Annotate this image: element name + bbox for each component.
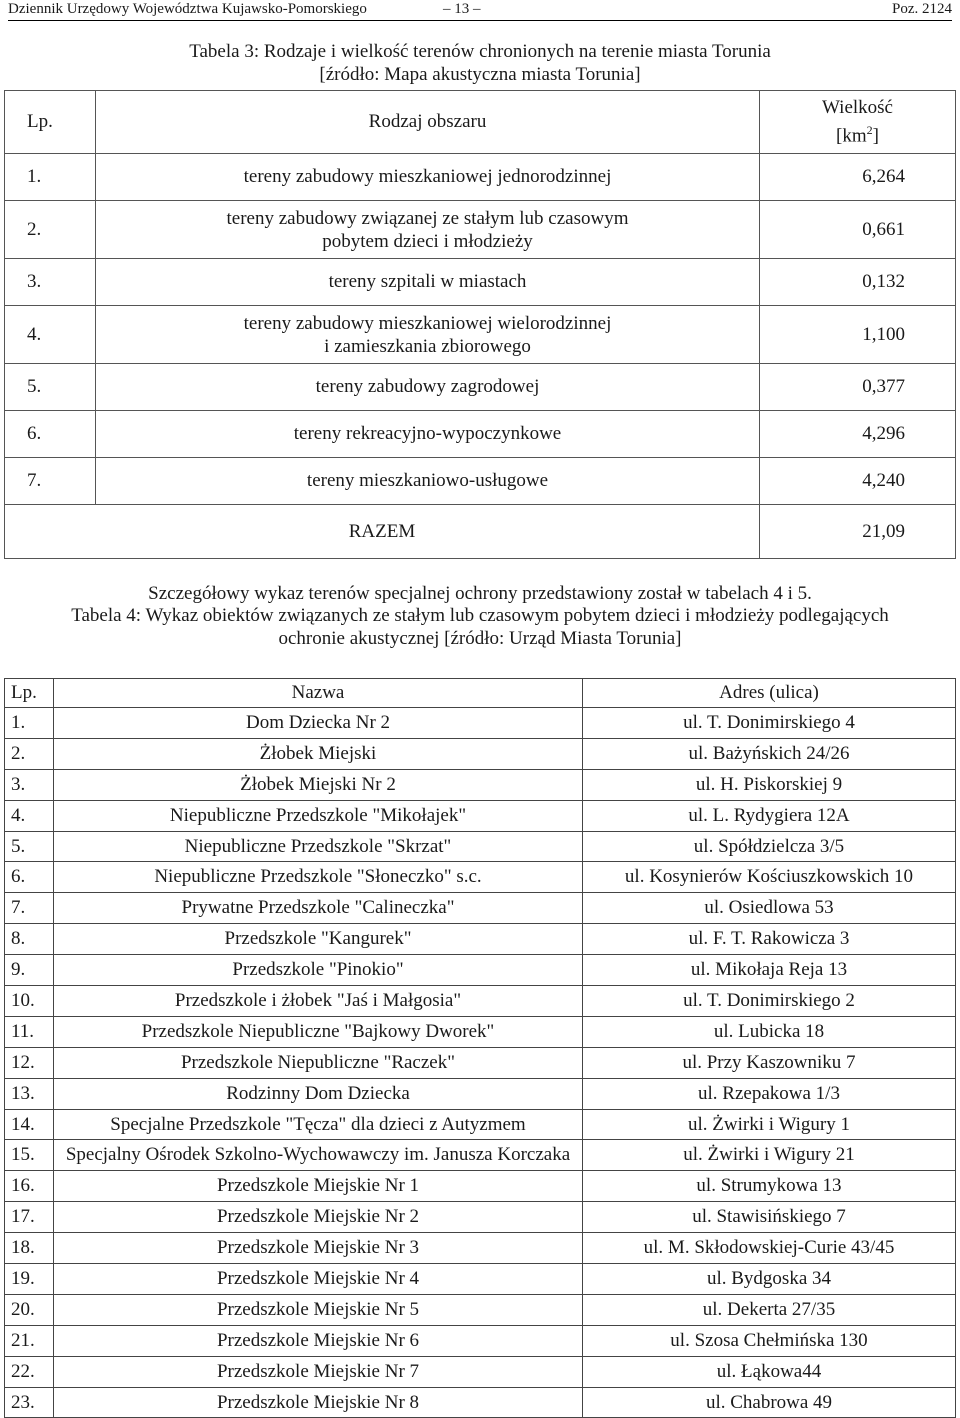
row-address: ul. Lubicka 18 bbox=[583, 1016, 956, 1047]
row-lp: 19. bbox=[5, 1264, 54, 1295]
total-label: RAZEM bbox=[5, 505, 760, 559]
row-size: 0,377 bbox=[760, 364, 956, 411]
table-row bbox=[5, 306, 956, 364]
table3-header-name: Rodzaj obszaru bbox=[96, 91, 760, 154]
table-row bbox=[5, 831, 956, 862]
table4 bbox=[4, 678, 956, 1418]
table-row bbox=[5, 1356, 956, 1387]
table-row bbox=[5, 862, 956, 893]
row-size: 6,264 bbox=[760, 154, 956, 201]
row-name: Przedszkole Miejskie Nr 7 bbox=[54, 1356, 583, 1387]
row-name: Przedszkole "Pinokio" bbox=[54, 955, 583, 986]
table4-body bbox=[5, 708, 956, 1418]
row-address: ul. Chabrowa 49 bbox=[583, 1387, 956, 1418]
row-lp: 2. bbox=[5, 738, 54, 769]
row-address: ul. Żwirki i Wigury 1 bbox=[583, 1109, 956, 1140]
row-name: Przedszkole Niepubliczne "Bajkowy Dworek" bbox=[54, 1016, 583, 1047]
row-lp: 8. bbox=[5, 924, 54, 955]
row-size: 4,240 bbox=[760, 458, 956, 505]
row-lp: 4. bbox=[5, 306, 96, 364]
row-lp: 15. bbox=[5, 1140, 54, 1171]
row-name: Przedszkole Miejskie Nr 4 bbox=[54, 1264, 583, 1295]
row-size: 0,661 bbox=[760, 201, 956, 259]
table4-header-lp: Lp. bbox=[5, 679, 54, 708]
table-row bbox=[5, 1264, 956, 1295]
row-lp: 7. bbox=[5, 458, 96, 505]
row-lp: 2. bbox=[5, 201, 96, 259]
row-address: ul. M. Skłodowskiej-Curie 43/45 bbox=[583, 1233, 956, 1264]
row-address: ul. Żwirki i Wigury 21 bbox=[583, 1140, 956, 1171]
row-lp: 1. bbox=[5, 708, 54, 739]
row-name: tereny zabudowy związanej ze stałym lub czasowym pobytem dzieci i młodzieży bbox=[96, 201, 760, 259]
row-address: ul. Bażyńskich 24/26 bbox=[583, 738, 956, 769]
row-name: Prywatne Przedszkole "Calineczka" bbox=[54, 893, 583, 924]
table-row bbox=[5, 154, 956, 201]
row-size: 0,132 bbox=[760, 259, 956, 306]
row-lp: 20. bbox=[5, 1294, 54, 1325]
row-address: ul. Rzepakowa 1/3 bbox=[583, 1078, 956, 1109]
row-name: Specjalne Przedszkole "Tęcza" dla dzieci z Autyzmem bbox=[54, 1109, 583, 1140]
row-name: tereny zabudowy zagrodowej bbox=[96, 364, 760, 411]
row-lp: 4. bbox=[5, 800, 54, 831]
table-row bbox=[5, 259, 956, 306]
table-row bbox=[5, 955, 956, 986]
row-lp: 23. bbox=[5, 1387, 54, 1418]
row-name: Przedszkole Miejskie Nr 2 bbox=[54, 1202, 583, 1233]
row-lp: 6. bbox=[5, 862, 54, 893]
row-address: ul. Spółdzielcza 3/5 bbox=[583, 831, 956, 862]
row-name: tereny szpitali w miastach bbox=[96, 259, 760, 306]
row-name: Przedszkole Miejskie Nr 3 bbox=[54, 1233, 583, 1264]
table-row bbox=[5, 1325, 956, 1356]
row-address: ul. H. Piskorskiej 9 bbox=[583, 769, 956, 800]
row-lp: 1. bbox=[5, 154, 96, 201]
table-row bbox=[5, 1140, 956, 1171]
row-name: Niepubliczne Przedszkole "Mikołajek" bbox=[54, 800, 583, 831]
table-row bbox=[5, 738, 956, 769]
row-name: Przedszkole i żłobek "Jaś i Małgosia" bbox=[54, 986, 583, 1017]
table3-total-row bbox=[5, 505, 956, 559]
table-row bbox=[5, 924, 956, 955]
row-lp: 6. bbox=[5, 411, 96, 458]
table3 bbox=[4, 90, 956, 559]
row-address: ul. Przy Kaszowniku 7 bbox=[583, 1047, 956, 1078]
row-lp: 13. bbox=[5, 1078, 54, 1109]
row-name: Niepubliczne Przedszkole "Skrzat" bbox=[54, 831, 583, 862]
row-address: ul. T. Donimirskiego 4 bbox=[583, 708, 956, 739]
row-lp: 16. bbox=[5, 1171, 54, 1202]
table-row bbox=[5, 708, 956, 739]
row-lp: 12. bbox=[5, 1047, 54, 1078]
journal-title: Dziennik Urzędowy Województwa Kujawsko-Pomorskiego bbox=[8, 1, 367, 17]
row-lp: 3. bbox=[5, 259, 96, 306]
details-note: Szczegółowy wykaz terenów specjalnej ochrony przedstawiony został w tabelach 4 i 5. bbox=[148, 583, 812, 604]
row-lp: 7. bbox=[5, 893, 54, 924]
row-name: Żłobek Miejski bbox=[54, 738, 583, 769]
table3-header-lp: Lp. bbox=[5, 91, 96, 154]
table4-caption-line2: ochronie akustycznej [źródło: Urząd Miasta Torunia] bbox=[278, 628, 682, 649]
table4-header-name: Nazwa bbox=[54, 679, 583, 708]
table3-caption bbox=[0, 40, 960, 86]
row-lp: 18. bbox=[5, 1233, 54, 1264]
table-row bbox=[5, 201, 956, 259]
page-header bbox=[8, 0, 952, 21]
table-row bbox=[5, 1202, 956, 1233]
table-row bbox=[5, 1387, 956, 1418]
row-lp: 10. bbox=[5, 986, 54, 1017]
position-number: Poz. 2124 bbox=[892, 1, 952, 17]
table-row bbox=[5, 1047, 956, 1078]
row-name: tereny zabudowy mieszkaniowej jednorodzinnej bbox=[96, 154, 760, 201]
row-lp: 9. bbox=[5, 955, 54, 986]
row-lp: 14. bbox=[5, 1109, 54, 1140]
table3-header-size-unit: $[km^2]$ bbox=[836, 122, 879, 147]
table-row bbox=[5, 458, 956, 505]
row-name: tereny mieszkaniowo-usługowe bbox=[96, 458, 760, 505]
row-lp: 21. bbox=[5, 1325, 54, 1356]
row-lp: 11. bbox=[5, 1016, 54, 1047]
row-address: ul. Łąkowa44 bbox=[583, 1356, 956, 1387]
table3-header-size-line1: Wielkość bbox=[822, 96, 893, 118]
row-name: Specjalny Ośrodek Szkolno-Wychowawczy im. Janusza Korczaka bbox=[54, 1140, 583, 1171]
row-lp: 17. bbox=[5, 1202, 54, 1233]
table3-header-size bbox=[760, 91, 956, 154]
row-address: ul. Kosynierów Kościuszkowskich 10 bbox=[583, 862, 956, 893]
row-address: ul. Stawisińskiego 7 bbox=[583, 1202, 956, 1233]
row-name: Żłobek Miejski Nr 2 bbox=[54, 769, 583, 800]
table-row bbox=[5, 1109, 956, 1140]
row-name: tereny zabudowy mieszkaniowej wielorodzinnej i zamieszkania zbiorowego bbox=[96, 306, 760, 364]
row-size: 4,296 bbox=[760, 411, 956, 458]
row-name: Przedszkole Miejskie Nr 6 bbox=[54, 1325, 583, 1356]
row-address: ul. Mikołaja Reja 13 bbox=[583, 955, 956, 986]
table3-caption-line2: [źródło: Mapa akustyczna miasta Torunia] bbox=[319, 64, 641, 85]
row-lp: 3. bbox=[5, 769, 54, 800]
row-lp: 22. bbox=[5, 1356, 54, 1387]
table4-caption bbox=[0, 604, 960, 650]
table-row bbox=[5, 769, 956, 800]
total-size: 21,09 bbox=[760, 505, 956, 559]
row-address: ul. Dekerta 27/35 bbox=[583, 1294, 956, 1325]
row-name: Niepubliczne Przedszkole "Słoneczko" s.c. bbox=[54, 862, 583, 893]
row-size: 1,100 bbox=[760, 306, 956, 364]
row-address: ul. L. Rydygiera 12A bbox=[583, 800, 956, 831]
table-row bbox=[5, 1294, 956, 1325]
table-row bbox=[5, 411, 956, 458]
page-number: – 13 – bbox=[443, 1, 481, 17]
row-address: ul. Strumykowa 13 bbox=[583, 1171, 956, 1202]
row-name: Przedszkole Miejskie Nr 8 bbox=[54, 1387, 583, 1418]
table3-caption-line1: Tabela 3: Rodzaje i wielkość terenów chronionych na terenie miasta Torunia bbox=[189, 41, 771, 62]
row-name: Dom Dziecka Nr 2 bbox=[54, 708, 583, 739]
row-name: Rodzinny Dom Dziecka bbox=[54, 1078, 583, 1109]
table-row bbox=[5, 893, 956, 924]
table-row bbox=[5, 800, 956, 831]
row-address: ul. Bydgoska 34 bbox=[583, 1264, 956, 1295]
row-name: Przedszkole Miejskie Nr 1 bbox=[54, 1171, 583, 1202]
table4-header-row bbox=[5, 679, 956, 708]
row-address: ul. Osiedlowa 53 bbox=[583, 893, 956, 924]
row-address: ul. T. Donimirskiego 2 bbox=[583, 986, 956, 1017]
table4-caption-line1: Tabela 4: Wykaz obiektów związanych ze stałym lub czasowym pobytem dzieci i młodzieży podlegających bbox=[71, 605, 889, 626]
table-row bbox=[5, 986, 956, 1017]
row-lp: 5. bbox=[5, 364, 96, 411]
table-row bbox=[5, 1078, 956, 1109]
row-address: ul. F. T. Rakowicza 3 bbox=[583, 924, 956, 955]
table-row bbox=[5, 1233, 956, 1264]
row-name: Przedszkole Miejskie Nr 5 bbox=[54, 1294, 583, 1325]
table-row bbox=[5, 364, 956, 411]
row-name: tereny rekreacyjno-wypoczynkowe bbox=[96, 411, 760, 458]
row-lp: 5. bbox=[5, 831, 54, 862]
table-row bbox=[5, 1171, 956, 1202]
row-name: Przedszkole Niepubliczne "Raczek" bbox=[54, 1047, 583, 1078]
row-name: Przedszkole "Kangurek" bbox=[54, 924, 583, 955]
table3-header-row bbox=[5, 91, 956, 154]
table4-header-address: Adres (ulica) bbox=[583, 679, 956, 708]
row-address: ul. Szosa Chełmińska 130 bbox=[583, 1325, 956, 1356]
table-row bbox=[5, 1016, 956, 1047]
